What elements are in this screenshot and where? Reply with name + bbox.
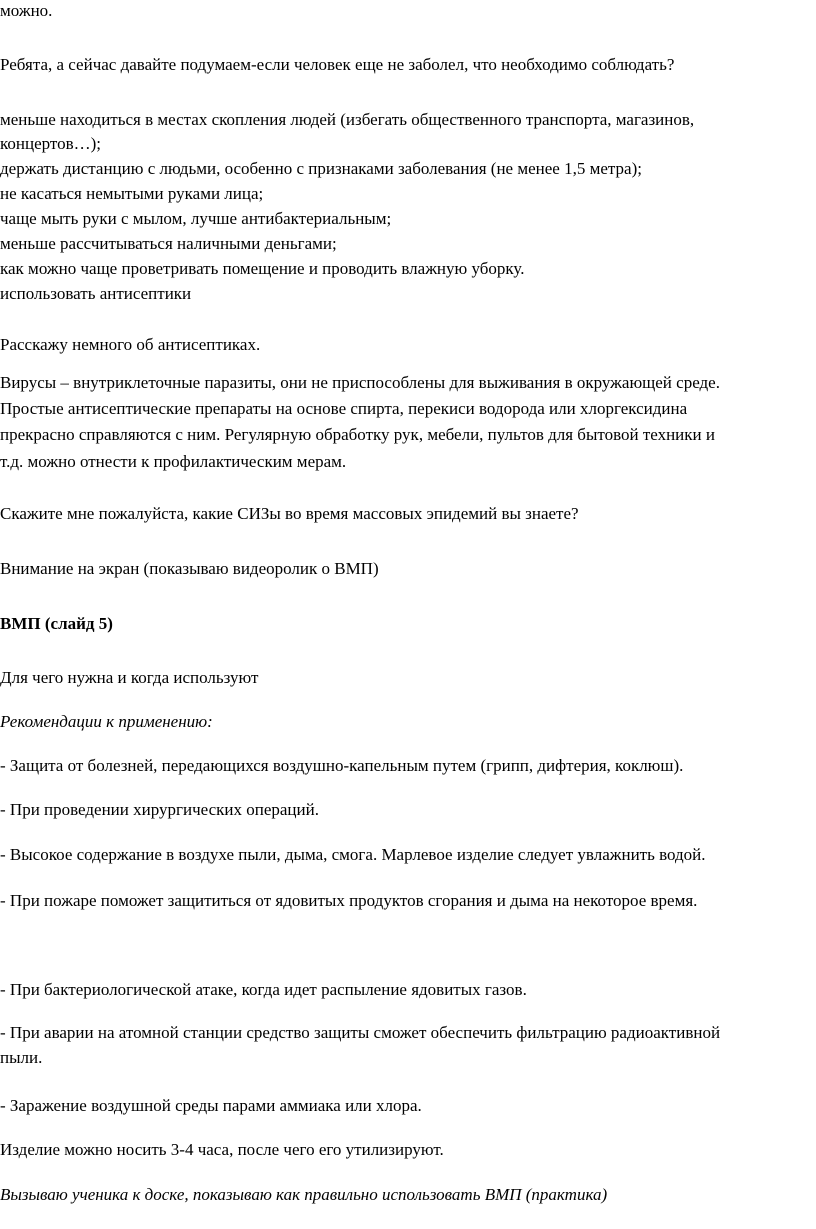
text-line: меньше находиться в местах скопления людей (избегать общественного транспорта, магазинов, [0, 110, 695, 129]
text-line: Вызываю ученика к доске, показываю как правильно использовать ВМП (практика) [0, 1185, 608, 1204]
text-line: Скажите мне пожалуйста, какие СИЗы во время массовых эпидемий вы знаете? [0, 504, 579, 523]
text-line: Изделие можно носить 3-4 часа, после чего его утилизируют. [0, 1140, 444, 1159]
text-line: Расскажу немного об антисептиках. [0, 335, 261, 354]
text-line: Простые антисептические препараты на основе спирта, перекиси водорода или хлоргексидина [0, 399, 688, 418]
list-item: пыли. [0, 1048, 43, 1067]
text-line: т.д. можно отнести к профилактическим мерам. [0, 452, 347, 471]
text-line: прекрасно справляются с ним. Регулярную обработку рук, мебели, пультов для бытовой техники и [0, 425, 715, 444]
list-item: - При проведении хирургических операций. [0, 800, 319, 819]
list-item: - При пожаре поможет защититься от ядовитых продуктов сгорания и дыма на некоторое время. [0, 891, 698, 910]
text-line: использовать антисептики [0, 284, 192, 303]
text-line: не касаться немытыми руками лица; [0, 184, 264, 203]
list-item: - Защита от болезней, передающихся воздушно-капельным путем (грипп, дифтерия, коклюш). [0, 756, 684, 775]
list-item: - При аварии на атомной станции средство защиты сможет обеспечить фильтрацию радиоактивной [0, 1023, 721, 1042]
subheading: Рекомендации к применению: [0, 712, 213, 731]
section-heading: ВМП (слайд 5) [0, 614, 113, 633]
text-line: чаще мыть руки с мылом, лучше антибактериальным; [0, 209, 392, 228]
text-line: как можно чаще проветривать помещение и проводить влажную уборку. [0, 259, 525, 278]
text-line: меньше рассчитываться наличными деньгами; [0, 234, 337, 253]
text-line: Внимание на экран (показываю видеоролик о ВМП) [0, 559, 379, 578]
list-item: - При бактериологической атаке, когда идет распыление ядовитых газов. [0, 980, 527, 999]
text-line: Ребята, а сейчас давайте подумаем-если человек еще не заболел, что необходимо соблюдать? [0, 55, 675, 74]
text-line: Вирусы – внутриклеточные паразиты, они не приспособлены для выживания в окружающей среде. [0, 373, 720, 392]
text-line: концертов…); [0, 134, 102, 153]
text-line: держать дистанцию с людьми, особенно с признаками заболевания (не менее 1,5 метра); [0, 159, 642, 178]
list-item: - Заражение воздушной среды парами аммиака или хлора. [0, 1096, 422, 1115]
list-item: - Высокое содержание в воздухе пыли, дыма, смога. Марлевое изделие следует увлажнить водой. [0, 845, 706, 864]
text-line: можно. [0, 1, 53, 20]
text-line: Для чего нужна и когда используют [0, 668, 259, 687]
